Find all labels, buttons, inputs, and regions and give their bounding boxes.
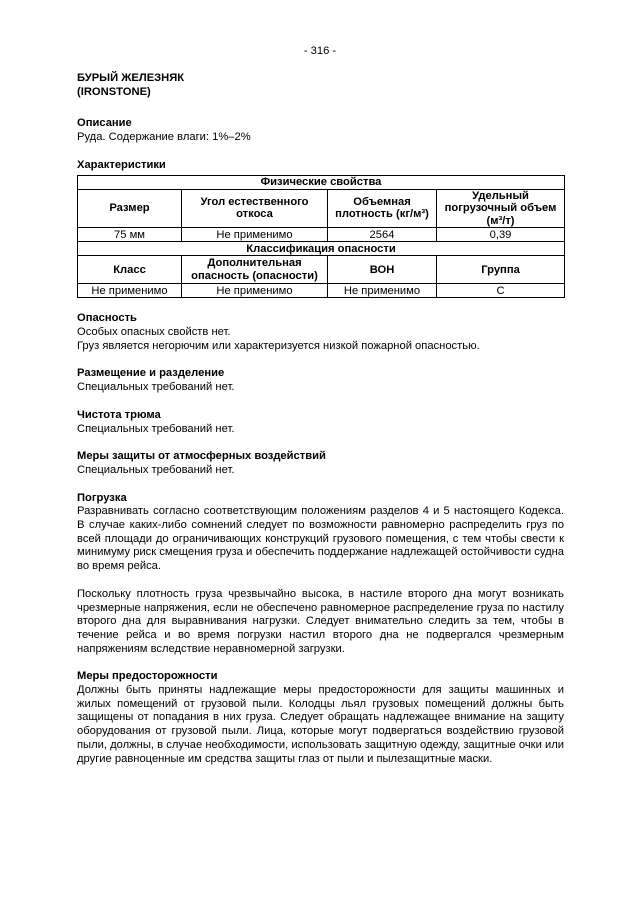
table-header: Класс	[78, 256, 182, 284]
stowage-heading: Размещение и разделение	[77, 367, 225, 380]
table-cell: Не применимо	[182, 284, 328, 298]
precautions-text: Должны быть приняты надлежащие меры предосторожности для защиты машинных и жилых помещений от грузовой пыли. Колодцы льял грузовых помещений должны быть защищены от попадания в них груза. Следует обращать надлежащее внимание на защиту оборудования от грузовой пыли. Лица, которые могут подвергаться воздействию грузовой пыли, должны, в случае необходимости, использовать защитную одежду, защитные очки или другие равноценные им средства защиты глаз от пыли и пылезащитные маски.	[77, 684, 564, 765]
page-number: - 316 -	[303, 45, 337, 57]
loading-text-1: Разравнивать согласно соответствующим положениям разделов 4 и 5 настоящего Кодекса. В случае каких-либо сомнений следует по возможности равномерно распределить груз по всей площади до ограничивающих конструкций грузового помещения, с тем чтобы свести к минимуму риск смещения груза и обеспечить поддержание надлежащей остойчивости судна во время рейса.	[77, 505, 564, 573]
title-en: (IRONSTONE)	[77, 85, 151, 98]
table-cell: 75 мм	[78, 228, 182, 242]
characteristics-table	[77, 175, 565, 299]
hazard-text-2: Груз является негорючим или характеризуется низкой пожарной опасностью.	[77, 339, 480, 352]
hold-cleanliness-text: Специальных требований нет.	[77, 422, 235, 435]
characteristics-heading: Характеристики	[77, 158, 166, 171]
table-cell: С	[437, 284, 565, 298]
document-body	[77, 72, 564, 766]
table-cell: 2564	[328, 228, 437, 242]
precautions-heading: Меры предосторожности	[77, 670, 218, 683]
table-header: ВОН	[328, 256, 437, 284]
hazard-text-1: Особых опасных свойств нет.	[77, 326, 231, 338]
table-header: Угол естественного откоса	[182, 189, 328, 228]
table-header: Размер	[78, 189, 182, 228]
table-header: Объемная плотность (кг/м³)	[328, 189, 437, 228]
table-cell: Не применимо	[78, 284, 182, 298]
physical-properties-title: Физические свойства	[78, 175, 565, 189]
weather-precautions-heading: Меры защиты от атмосферных воздействий	[77, 450, 326, 463]
hold-cleanliness-heading: Чистота трюма	[77, 408, 161, 421]
description-text: Руда. Содержание влаги: 1%–2%	[77, 131, 251, 144]
loading-heading: Погрузка	[77, 491, 127, 504]
loading-text-2: Поскольку плотность груза чрезвычайно высока, в настиле второго дна могут возникать чрезмерные напряжения, если не обеспечено равномерное распределение груза по настилу второго дна для выравнивания нагрузки. Следует внимательно следить за тем, чтобы в течение рейса и во время погрузки настил второго дна не подвергался чрезмерным напряжениям вследствие неравномерной загрузки.	[77, 587, 564, 655]
title-ru: БУРЫЙ ЖЕЛЕЗНЯК	[77, 72, 185, 84]
stowage-text: Специальных требований нет.	[77, 381, 235, 394]
table-header: Удельный погрузочный объем (м³/т)	[437, 189, 565, 228]
hazard-classification-title: Классификация опасности	[78, 242, 565, 256]
description-heading: Описание	[77, 117, 132, 130]
table-header: Дополнительная опасность (опасности)	[182, 256, 328, 284]
hazard-heading: Опасность	[77, 312, 137, 325]
table-cell: Не применимо	[182, 228, 328, 242]
table-cell: Не применимо	[328, 284, 437, 298]
table-cell: 0,39	[437, 228, 565, 242]
weather-precautions-text: Специальных требований нет.	[77, 463, 235, 476]
table-header: Группа	[437, 256, 565, 284]
